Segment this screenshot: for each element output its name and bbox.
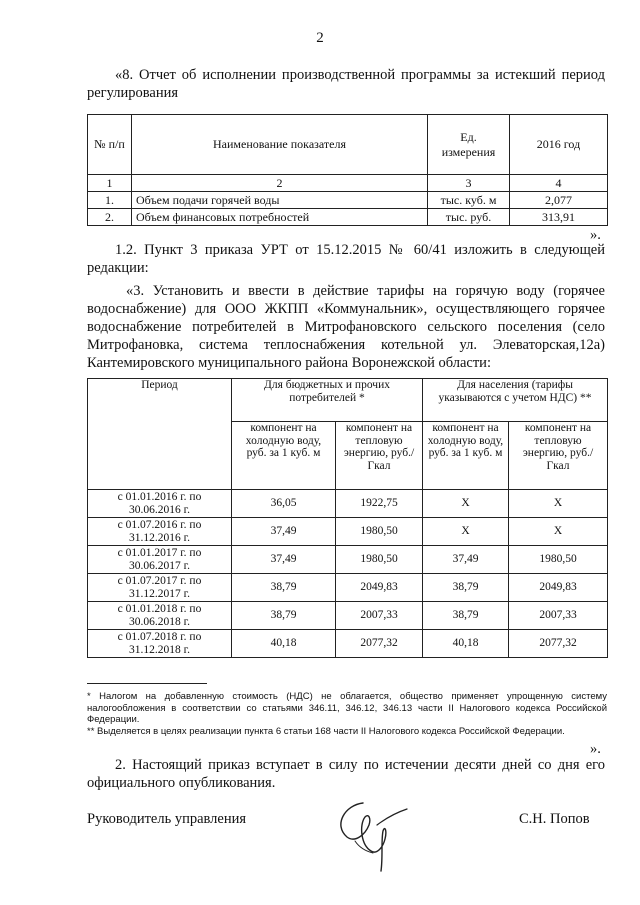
row-period: с 01.01.2016 г. по 30.06.2016 г. (88, 490, 232, 518)
item3-line4: Митрофановка, система теплоснабжения котельной ул. Элеваторская,12а) (87, 337, 605, 353)
table1-closing-quote: ». (590, 227, 601, 243)
tariff-header-row (88, 379, 608, 422)
item12-line2: редакции: (87, 260, 149, 276)
table-row (88, 630, 608, 658)
item3-line5: Кантемировского муниципального района Воронежской области: (87, 355, 491, 371)
row-period: с 01.07.2016 г. по 31.12.2016 г. (88, 518, 232, 546)
item2-line1: 2. Настоящий приказ вступает в силу по истечении десяти дней со дня его (115, 757, 605, 773)
row-number: 2. (88, 209, 132, 226)
row-population-heat: Х (509, 518, 608, 546)
row-budget-heat: 1980,50 (336, 518, 423, 546)
index-cell: 2 (132, 175, 428, 192)
row-budget-cold: 40,18 (232, 630, 336, 658)
table-row (88, 192, 608, 209)
row-population-heat: 2007,33 (509, 602, 608, 630)
subheader-budget-heat-energy: компонент на тепловую энергию, руб./Гкал (336, 422, 423, 490)
header-number: № п/п (88, 115, 132, 175)
row-period: с 01.01.2017 г. по 30.06.2017 г. (88, 546, 232, 574)
row-population-cold: Х (423, 518, 509, 546)
row-population-heat: 1980,50 (509, 546, 608, 574)
section8-title-line2: регулирования (87, 85, 179, 101)
table-row (88, 490, 608, 518)
header-indicator: Наименование показателя (132, 115, 428, 175)
signatory-name: С.Н. Попов (519, 811, 590, 827)
row-population-cold: Х (423, 490, 509, 518)
row-number: 1. (88, 192, 132, 209)
row-indicator: Объем финансовых потребностей (132, 209, 428, 226)
table-row (88, 518, 608, 546)
subheader-budget-cold-water: компонент на холодную воду, руб. за 1 куб. м (232, 422, 336, 490)
section8-title-line1: «8. Отчет об исполнении производственной программы за истекший период (115, 67, 605, 83)
row-budget-cold: 38,79 (232, 602, 336, 630)
table-row (88, 574, 608, 602)
production-program-table (87, 114, 608, 226)
footnote-separator (87, 683, 207, 684)
subheader-population-heat-energy: компонент на тепловую энергию, руб./Гкал (509, 422, 608, 490)
subheader-population-cold-water: компонент на холодную воду, руб. за 1 куб. м (423, 422, 509, 490)
row-budget-heat: 1980,50 (336, 546, 423, 574)
row-value: 313,91 (510, 209, 608, 226)
row-period: с 01.07.2018 г. по 31.12.2018 г. (88, 630, 232, 658)
row-population-cold: 37,49 (423, 546, 509, 574)
row-period: с 01.01.2018 г. по 30.06.2018 г. (88, 602, 232, 630)
row-population-cold: 38,79 (423, 602, 509, 630)
row-budget-cold: 37,49 (232, 518, 336, 546)
row-budget-cold: 38,79 (232, 574, 336, 602)
header-period: Период (88, 379, 232, 490)
item3-line3: водоснабжение потребителей в Митрофановского сельского поселения (село (87, 319, 605, 335)
index-cell: 3 (428, 175, 510, 192)
table-index-row (88, 175, 608, 192)
index-cell: 4 (510, 175, 608, 192)
handwritten-signature-icon (325, 795, 415, 875)
footnote-vat-population: ** Выделяется в целях реализации пункта 6 статьи 168 части II Налогового кодекса Российской Федерации. (87, 726, 565, 737)
row-unit: тыс. куб. м (428, 192, 510, 209)
tariff-table (87, 378, 608, 658)
footnote-vat-exempt: * Налогом на добавленную стоимость (НДС) не облагается, общество применяет упрощенную систему налогообложения в соответствии со статьями 346.11, 346.12, 346.13 части II Налогового кодекса Российской Федерации. (87, 691, 607, 725)
row-budget-heat: 1922,75 (336, 490, 423, 518)
row-population-cold: 40,18 (423, 630, 509, 658)
row-budget-heat: 2007,33 (336, 602, 423, 630)
header-year: 2016 год (510, 115, 608, 175)
header-unit: Ед. измерения (428, 115, 510, 175)
item12-line1: 1.2. Пункт 3 приказа УРТ от 15.12.2015 № 60/41 изложить в следующей (115, 242, 605, 258)
signature-position: Руководитель управления (87, 811, 247, 827)
item3-line1: «3. Установить и ввести в действие тарифы на горячую воду (горячее (126, 283, 605, 299)
header-budget-consumers: Для бюджетных и прочих потребителей * (232, 379, 423, 422)
table-row (88, 602, 608, 630)
row-budget-heat: 2077,32 (336, 630, 423, 658)
row-budget-heat: 2049,83 (336, 574, 423, 602)
row-population-heat: 2049,83 (509, 574, 608, 602)
table-row (88, 209, 608, 226)
page-number: 2 (316, 30, 324, 46)
row-population-cold: 38,79 (423, 574, 509, 602)
item2-line2: официального опубликования. (87, 775, 276, 791)
row-period: с 01.07.2017 г. по 31.12.2017 г. (88, 574, 232, 602)
footnotes-closing-quote: ». (590, 741, 601, 757)
row-value: 2,077 (510, 192, 608, 209)
row-population-heat: 2077,32 (509, 630, 608, 658)
row-population-heat: Х (509, 490, 608, 518)
index-cell: 1 (88, 175, 132, 192)
row-budget-cold: 36,05 (232, 490, 336, 518)
table-header-row (88, 115, 608, 175)
table-row (88, 546, 608, 574)
row-budget-cold: 37,49 (232, 546, 336, 574)
row-indicator: Объем подачи горячей воды (132, 192, 428, 209)
row-unit: тыс. руб. (428, 209, 510, 226)
header-population: Для населения (тарифы указываются с учетом НДС) ** (423, 379, 608, 422)
item3-line2: водоснабжение) для ООО ЖКПП «Коммунальник», осуществляющего горячее (87, 301, 605, 317)
